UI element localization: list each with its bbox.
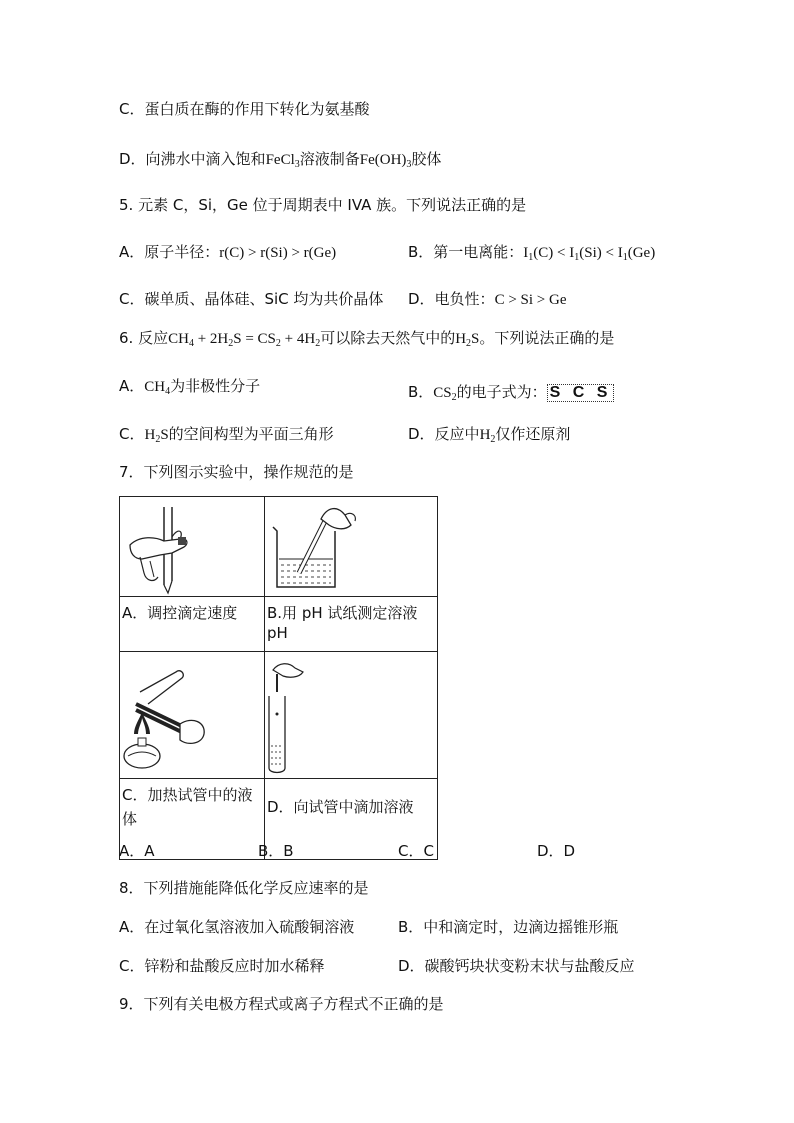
q7-choice-a: A．A — [119, 842, 155, 860]
q4-d-formula-feoh3: $Fe(OH)_3$ — [359, 152, 412, 170]
q5-option-b: B．第一电离能：$I_1(C) < I_1(Si) < I_1(Ge)$ — [408, 243, 656, 263]
q4-d-formula-fecl3: FeCl$_3$ — [265, 152, 300, 170]
q7-stem: 7．下列图示实验中，操作规范的是 — [119, 463, 354, 481]
q6-option-b: B．$CS_2$的电子式为： S C S — [408, 382, 614, 408]
q8-option-b: B．中和滴定时，边滴边摇锥形瓶 — [398, 918, 619, 936]
q9-stem: 9．下列有关电极方程式或离子方程式不正确的是 — [119, 995, 444, 1013]
q4-option-d — [119, 149, 441, 175]
q8-option-d: D．碳酸钙块状变粉末状与盐酸反应 — [398, 957, 635, 975]
q8-option-c: C．锌粉和盐酸反应时加水稀释 — [119, 957, 325, 975]
q8-option-a: A．在过氧化氢溶液加入硫酸铜溶液 — [119, 918, 355, 936]
q7-figure-table — [119, 496, 438, 860]
q5-b-math: $I_1(C) < I_1(Si) < I_1(Ge)$ — [523, 245, 656, 263]
q5-option-a: A．原子半径：r(C) > r(Si) > r(Ge) — [119, 243, 337, 261]
figure-caption-b: B.用 pH 试纸测定溶液 pH — [267, 604, 418, 642]
figure-caption-c: C．加热试管中的液体 — [122, 786, 253, 828]
q4-d-suffix: 胶体 — [411, 150, 442, 168]
q4-d-mid: 溶液制备 — [299, 150, 360, 168]
figure-caption-a: A．调控滴定速度 — [122, 604, 238, 622]
heating-test-tube-figure — [120, 652, 264, 778]
dropper-test-tube-figure — [265, 652, 437, 778]
q6-option-d: D．反应中$H_2$仅作还原剂 — [408, 425, 571, 445]
q7-choice-d: D．D — [537, 842, 576, 860]
q5-d-math: C > Si > Ge — [494, 292, 567, 308]
q6-equation: $CH_4 + 2H_2S = CS_2 + 4H_2$ — [168, 331, 321, 349]
ph-paper-beaker-figure — [265, 497, 437, 596]
q4-option-c: C．蛋白质在酶的作用下转化为氨基酸 — [119, 100, 370, 118]
q5-stem: 5. 元素 C，Si，Ge 位于周期表中 IVA 族。下列说法正确的是 — [119, 196, 527, 214]
q4-d-prefix: D．向沸水中滴入饱和 — [119, 150, 266, 168]
q7-choice-b: B．B — [258, 842, 294, 860]
q6-h2s: $H_2S$ — [455, 331, 480, 349]
q6-stem: 6. 反应$CH_4 + 2H_2S = CS_2 + 4H_2$可以除去天然气中的$H_2S$。下列说法正确的是 — [119, 329, 615, 349]
q5-option-d: D．电负性：C > Si > Ge — [408, 290, 567, 308]
titration-burette-figure — [120, 497, 264, 596]
q6-option-c: C．$H_2S$的空间构型为平面三角形 — [119, 425, 334, 445]
q5-a-math: r(C) > r(Si) > r(Ge) — [219, 245, 337, 261]
q5-option-c: C．碳单质、晶体硅、SiC 均为共价晶体 — [119, 290, 384, 308]
q6-option-a: A．$CH_4$为非极性分子 — [119, 377, 261, 397]
cs2-lewis-structure: S C S — [547, 384, 615, 402]
q8-stem: 8．下列措施能降低化学反应速率的是 — [119, 879, 369, 897]
figure-caption-d: D．向试管中滴加溶液 — [267, 798, 414, 816]
q7-choice-c: C．C — [398, 842, 434, 860]
